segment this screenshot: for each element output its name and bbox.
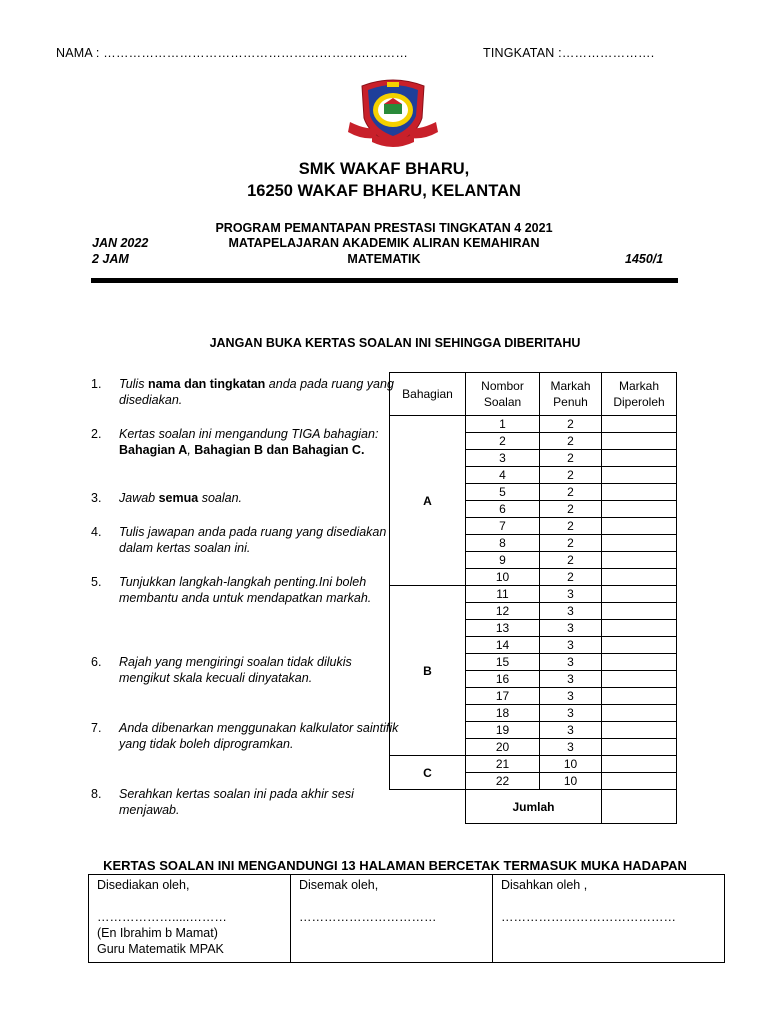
question-number: 17 (466, 688, 540, 705)
instruction-text: Jawab semua soalan. (119, 491, 242, 505)
question-number: 4 (466, 467, 540, 484)
question-number: 2 (466, 433, 540, 450)
table-row (390, 756, 677, 773)
full-marks: 2 (540, 467, 602, 484)
table-row (390, 416, 677, 433)
signature-cell[interactable] (291, 875, 493, 963)
full-marks: 3 (540, 722, 602, 739)
full-marks: 10 (540, 756, 602, 773)
full-marks: 2 (540, 433, 602, 450)
school-address: 16250 WAKAF BHARU, KELANTAN (247, 182, 521, 200)
marks-obtained-cell[interactable] (602, 705, 677, 722)
full-marks: 3 (540, 705, 602, 722)
instruction-text: Tulis nama dan tingkatan anda pada ruang yang disediakan. (119, 377, 394, 407)
question-number: 8 (466, 535, 540, 552)
marks-table-header: Markah Penuh (540, 373, 602, 416)
full-marks: 3 (540, 654, 602, 671)
instruction-text: Kertas soalan ini mengandung TIGA bahagian: Bahagian A, Bahagian B dan Bahagian C. (119, 427, 379, 457)
school-crest-logo (346, 78, 440, 152)
signatory-name: (En Ibrahim b Mamat) (97, 926, 218, 940)
full-marks: 2 (540, 535, 602, 552)
section-label: C (390, 756, 466, 790)
instruction-number: 6. (91, 655, 102, 669)
full-marks: 2 (540, 416, 602, 433)
instruction-number: 5. (91, 575, 102, 589)
question-number: 3 (466, 450, 540, 467)
form-level-field[interactable]: TINGKATAN :…………………. (483, 46, 655, 60)
question-number: 14 (466, 637, 540, 654)
marks-obtained-cell[interactable] (602, 484, 677, 501)
full-marks: 3 (540, 603, 602, 620)
signature-label: Disemak oleh, (299, 878, 379, 892)
full-marks: 3 (540, 688, 602, 705)
marks-obtained-cell[interactable] (602, 569, 677, 586)
instruction-text: Tunjukkan langkah-langkah penting.Ini boleh membantu anda untuk mendapatkan markah. (119, 575, 372, 605)
instruction-number: 1. (91, 377, 102, 391)
marks-obtained-cell[interactable] (602, 467, 677, 484)
instruction-number: 3. (91, 491, 102, 505)
signature-table (88, 874, 725, 963)
full-marks: 3 (540, 620, 602, 637)
marks-table (389, 372, 677, 824)
marks-obtained-cell[interactable] (602, 603, 677, 620)
question-number: 5 (466, 484, 540, 501)
marks-obtained-cell[interactable] (602, 756, 677, 773)
exam-date: JAN 2022 (92, 236, 149, 250)
full-marks: 2 (540, 552, 602, 569)
instruction-number: 8. (91, 787, 102, 801)
question-number: 1 (466, 416, 540, 433)
table-row (390, 586, 677, 603)
instruction-text: Serahkan kertas soalan ini pada akhir sesi menjawab. (119, 787, 354, 817)
signature-cell[interactable] (89, 875, 291, 963)
full-marks: 10 (540, 773, 602, 790)
page-count-note: KERTAS SOALAN INI MENGANDUNGI 13 HALAMAN BERCETAK TERMASUK MUKA HADAPAN (103, 858, 687, 873)
instruction-text: Tulis jawapan anda pada ruang yang disediakan dalam kertas soalan ini. (119, 525, 387, 555)
full-marks: 2 (540, 484, 602, 501)
question-number: 12 (466, 603, 540, 620)
program-title: PROGRAM PEMANTAPAN PRESTASI TINGKATAN 4 2021 (215, 221, 553, 235)
instruction-number: 2. (91, 427, 102, 441)
marks-obtained-cell[interactable] (602, 620, 677, 637)
school-name: SMK WAKAF BHARU, (298, 160, 470, 178)
subject-group: MATAPELAJARAN AKADEMIK ALIRAN KEMAHIRAN (228, 236, 540, 250)
full-marks: 2 (540, 518, 602, 535)
marks-obtained-cell[interactable] (602, 552, 677, 569)
question-number: 6 (466, 501, 540, 518)
signature-cell[interactable] (493, 875, 725, 963)
marks-obtained-cell[interactable] (602, 433, 677, 450)
question-number: 18 (466, 705, 540, 722)
marks-obtained-cell[interactable] (602, 654, 677, 671)
marks-obtained-cell[interactable] (602, 722, 677, 739)
question-number: 13 (466, 620, 540, 637)
marks-obtained-cell[interactable] (602, 586, 677, 603)
total-marks-cell[interactable] (602, 790, 677, 824)
marks-obtained-cell[interactable] (602, 518, 677, 535)
question-number: 21 (466, 756, 540, 773)
instruction-text: Anda dibenarkan menggunakan kalkulator saintifik yang tidak boleh diprogramkan. (119, 721, 399, 751)
name-field[interactable]: NAMA : ……………………………………………………………… (56, 46, 409, 60)
question-number: 10 (466, 569, 540, 586)
signature-line: …………………………… (299, 910, 437, 924)
full-marks: 2 (540, 501, 602, 518)
question-number: 16 (466, 671, 540, 688)
question-number: 7 (466, 518, 540, 535)
question-number: 20 (466, 739, 540, 756)
full-marks: 2 (540, 450, 602, 467)
exam-duration: 2 JAM (92, 252, 129, 266)
signature-line: …………………………………… (501, 910, 676, 924)
marks-obtained-cell[interactable] (602, 773, 677, 790)
total-spacer (390, 790, 466, 824)
marks-obtained-cell[interactable] (602, 416, 677, 433)
full-marks: 3 (540, 586, 602, 603)
signature-line: ……………….....……… (97, 910, 227, 924)
question-number: 19 (466, 722, 540, 739)
section-label: B (390, 586, 466, 756)
header-divider (91, 278, 678, 283)
marks-table-header: Nombor Soalan (466, 373, 540, 416)
total-label: Jumlah (466, 790, 602, 824)
question-number: 11 (466, 586, 540, 603)
paper-code: 1450/1 (625, 252, 664, 266)
marks-obtained-cell[interactable] (602, 637, 677, 654)
instruction-text: Rajah yang mengiringi soalan tidak dilukis mengikut skala kecuali dinyatakan. (119, 655, 352, 685)
question-number: 9 (466, 552, 540, 569)
full-marks: 2 (540, 569, 602, 586)
marks-obtained-cell[interactable] (602, 671, 677, 688)
signatory-role: Guru Matematik MPAK (97, 942, 224, 956)
instruction-number: 7. (91, 721, 102, 735)
signature-label: Disediakan oleh, (97, 878, 190, 892)
question-number: 15 (466, 654, 540, 671)
full-marks: 3 (540, 739, 602, 756)
full-marks: 3 (540, 671, 602, 688)
full-marks: 3 (540, 637, 602, 654)
marks-obtained-cell[interactable] (602, 739, 677, 756)
marks-obtained-cell[interactable] (602, 535, 677, 552)
signature-label: Disahkan oleh , (501, 878, 588, 892)
marks-obtained-cell[interactable] (602, 501, 677, 518)
subject-name: MATEMATIK (347, 252, 421, 266)
do-not-open-warning: JANGAN BUKA KERTAS SOALAN INI SEHINGGA DIBERITAHU (209, 336, 581, 350)
marks-obtained-cell[interactable] (602, 450, 677, 467)
marks-table-header: Markah Diperoleh (602, 373, 677, 416)
instruction-number: 4. (91, 525, 102, 539)
section-label: A (390, 416, 466, 586)
marks-table-header: Bahagian (390, 373, 466, 416)
marks-obtained-cell[interactable] (602, 688, 677, 705)
question-number: 22 (466, 773, 540, 790)
